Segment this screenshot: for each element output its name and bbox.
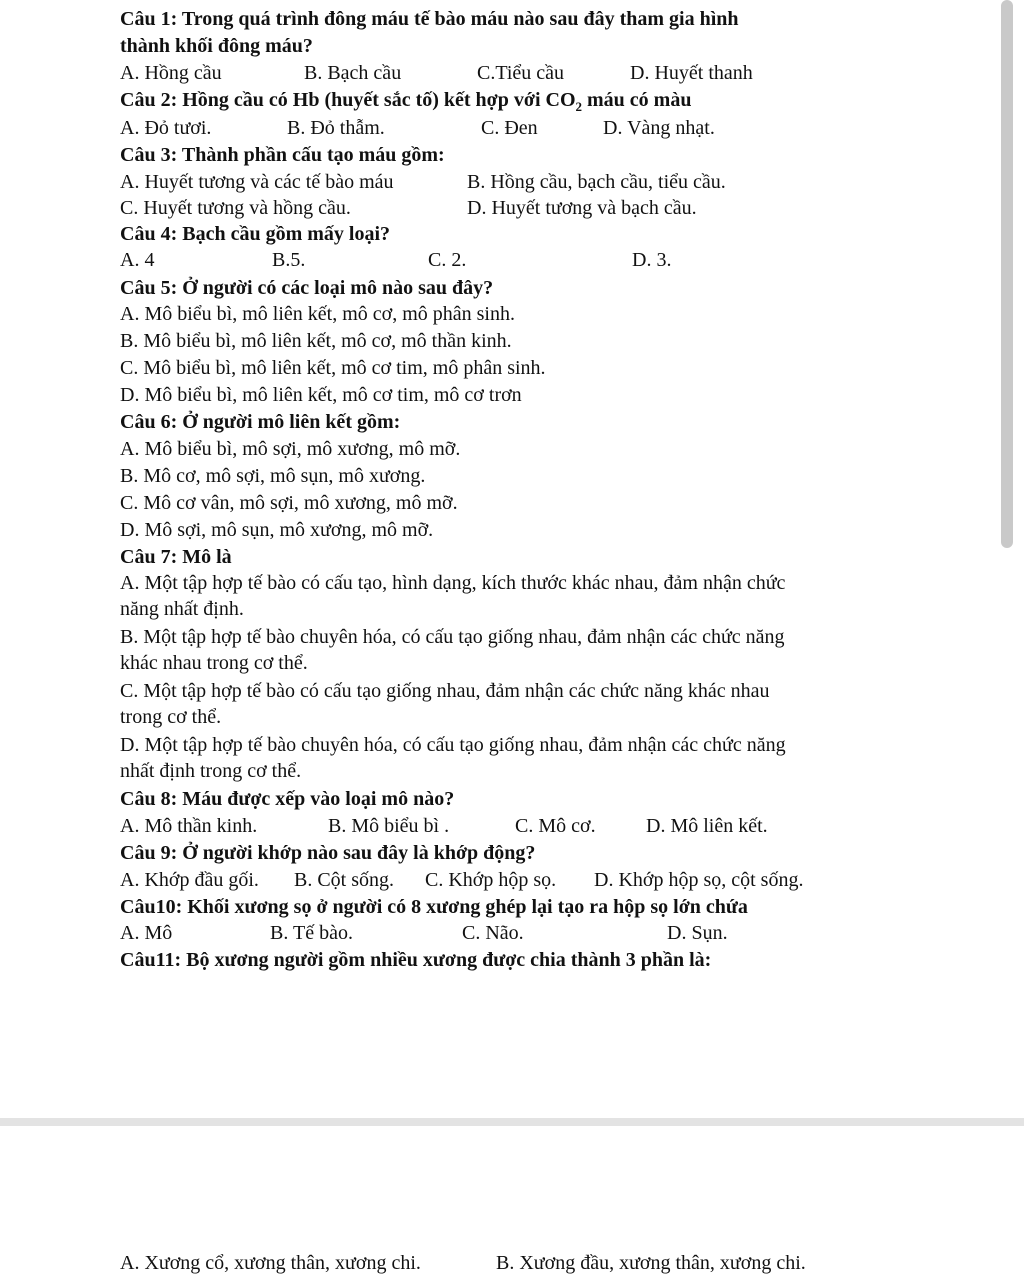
q5-option-b[interactable]: B. Mô biểu bì, mô liên kết, mô cơ, mô thần kinh. xyxy=(120,330,512,352)
q6-option-b[interactable]: B. Mô cơ, mô sợi, mô sụn, mô xương. xyxy=(120,465,426,487)
q9-option-a[interactable]: A. Khớp đầu gối. xyxy=(120,869,259,891)
question-6: Câu 6: Ở người mô liên kết gồm: xyxy=(120,411,401,433)
q5-option-c[interactable]: C. Mô biểu bì, mô liên kết, mô cơ tim, mô phân sinh. xyxy=(120,357,546,379)
q1-option-b[interactable]: B. Bạch cầu xyxy=(304,62,402,84)
q7-option-d[interactable]: D. Một tập hợp tế bào chuyên hóa, có cấu tạo giống nhau, đảm nhận các chức năng xyxy=(120,734,786,756)
question-10: Câu10: Khối xương sọ ở người có 8 xương ghép lại tạo ra hộp sọ lớn chứa xyxy=(120,896,748,918)
q2-option-d[interactable]: D. Vàng nhạt. xyxy=(603,117,715,139)
q8-option-d[interactable]: D. Mô liên kết. xyxy=(646,815,768,837)
question-11: Câu11: Bộ xương người gồm nhiều xương được chia thành 3 phần là: xyxy=(120,949,712,971)
question-7: Câu 7: Mô là xyxy=(120,546,232,568)
question-4: Câu 4: Bạch cầu gồm mấy loại? xyxy=(120,223,390,245)
question-3: Câu 3: Thành phần cấu tạo máu gồm: xyxy=(120,144,445,166)
question-2-text: Câu 2: Hồng cầu có Hb (huyết sắc tố) kết hợp với CO xyxy=(120,89,576,111)
question-1-line-2: thành khối đông máu? xyxy=(120,35,313,57)
q11-option-a[interactable]: A. Xương cổ, xương thân, xương chi. xyxy=(120,1252,421,1274)
q9-option-c[interactable]: C. Khớp hộp sọ. xyxy=(425,869,557,891)
q10-option-b[interactable]: B. Tế bào. xyxy=(270,922,353,944)
q8-option-c[interactable]: C. Mô cơ. xyxy=(515,815,596,837)
q7-option-b-cont[interactable]: khác nhau trong cơ thể. xyxy=(120,652,308,674)
co2-subscript: 2 xyxy=(575,99,582,114)
q6-option-a[interactable]: A. Mô biểu bì, mô sợi, mô xương, mô mỡ. xyxy=(120,438,461,460)
q5-option-a[interactable]: A. Mô biểu bì, mô liên kết, mô cơ, mô phân sinh. xyxy=(120,303,515,325)
q6-option-d[interactable]: D. Mô sợi, mô sụn, mô xương, mô mỡ. xyxy=(120,519,434,541)
q3-option-b[interactable]: B. Hồng cầu, bạch cầu, tiểu cầu. xyxy=(467,171,726,193)
q4-option-d[interactable]: D. 3. xyxy=(632,249,672,271)
q7-option-a[interactable]: A. Một tập hợp tế bào có cấu tạo, hình dạng, kích thước khác nhau, đảm nhận chức xyxy=(120,572,786,594)
q1-option-c[interactable]: C.Tiểu cầu xyxy=(477,62,565,84)
q4-option-c[interactable]: C. 2. xyxy=(428,249,467,271)
q2-option-c[interactable]: C. Đen xyxy=(481,117,538,139)
q7-option-c[interactable]: C. Một tập hợp tế bào có cấu tạo giống nhau, đảm nhận các chức năng khác nhau xyxy=(120,680,770,702)
question-8: Câu 8: Máu được xếp vào loại mô nào? xyxy=(120,788,455,810)
q1-option-a[interactable]: A. Hồng cầu xyxy=(120,62,222,84)
q10-option-d[interactable]: D. Sụn. xyxy=(667,922,728,944)
q7-option-c-cont[interactable]: trong cơ thể. xyxy=(120,706,222,728)
q9-option-b[interactable]: B. Cột sống. xyxy=(294,869,395,891)
q8-option-b[interactable]: B. Mô biểu bì . xyxy=(328,815,450,837)
q5-option-d[interactable]: D. Mô biểu bì, mô liên kết, mô cơ tim, mô cơ trơn xyxy=(120,384,522,406)
question-2-suffix: máu có màu xyxy=(582,89,692,111)
q10-option-a[interactable]: A. Mô xyxy=(120,922,173,944)
scrollbar-thumb[interactable] xyxy=(1001,0,1013,548)
question-1-line-1: Câu 1: Trong quá trình đông máu tế bào máu nào sau đây tham gia hình xyxy=(120,8,739,30)
q3-option-c[interactable]: C. Huyết tương và hồng cầu. xyxy=(120,197,351,219)
q7-option-b[interactable]: B. Một tập hợp tế bào chuyên hóa, có cấu tạo giống nhau, đảm nhận các chức năng xyxy=(120,626,785,648)
question-2 xyxy=(120,88,691,112)
q1-option-d[interactable]: D. Huyết thanh xyxy=(630,62,753,84)
q11-option-b[interactable]: B. Xương đầu, xương thân, xương chi. xyxy=(496,1252,806,1274)
q8-option-a[interactable]: A. Mô thần kinh. xyxy=(120,815,258,837)
question-5: Câu 5: Ở người có các loại mô nào sau đây? xyxy=(120,277,494,299)
q9-option-d[interactable]: D. Khớp hộp sọ, cột sống. xyxy=(594,869,804,891)
q2-option-a[interactable]: A. Đỏ tươi. xyxy=(120,117,212,139)
page-break xyxy=(0,1118,1024,1126)
q7-option-d-cont[interactable]: nhất định trong cơ thể. xyxy=(120,760,302,782)
q6-option-c[interactable]: C. Mô cơ vân, mô sợi, mô xương, mô mỡ. xyxy=(120,492,458,514)
q10-option-c[interactable]: C. Não. xyxy=(462,922,524,944)
q4-option-a[interactable]: A. 4 xyxy=(120,249,155,271)
question-9: Câu 9: Ở người khớp nào sau đây là khớp động? xyxy=(120,842,536,864)
q2-option-b[interactable]: B. Đỏ thẫm. xyxy=(287,117,385,139)
q7-option-a-cont[interactable]: năng nhất định. xyxy=(120,598,244,620)
q3-option-d[interactable]: D. Huyết tương và bạch cầu. xyxy=(467,197,697,219)
q4-option-b[interactable]: B.5. xyxy=(272,249,306,271)
q3-option-a[interactable]: A. Huyết tương và các tế bào máu xyxy=(120,171,394,193)
